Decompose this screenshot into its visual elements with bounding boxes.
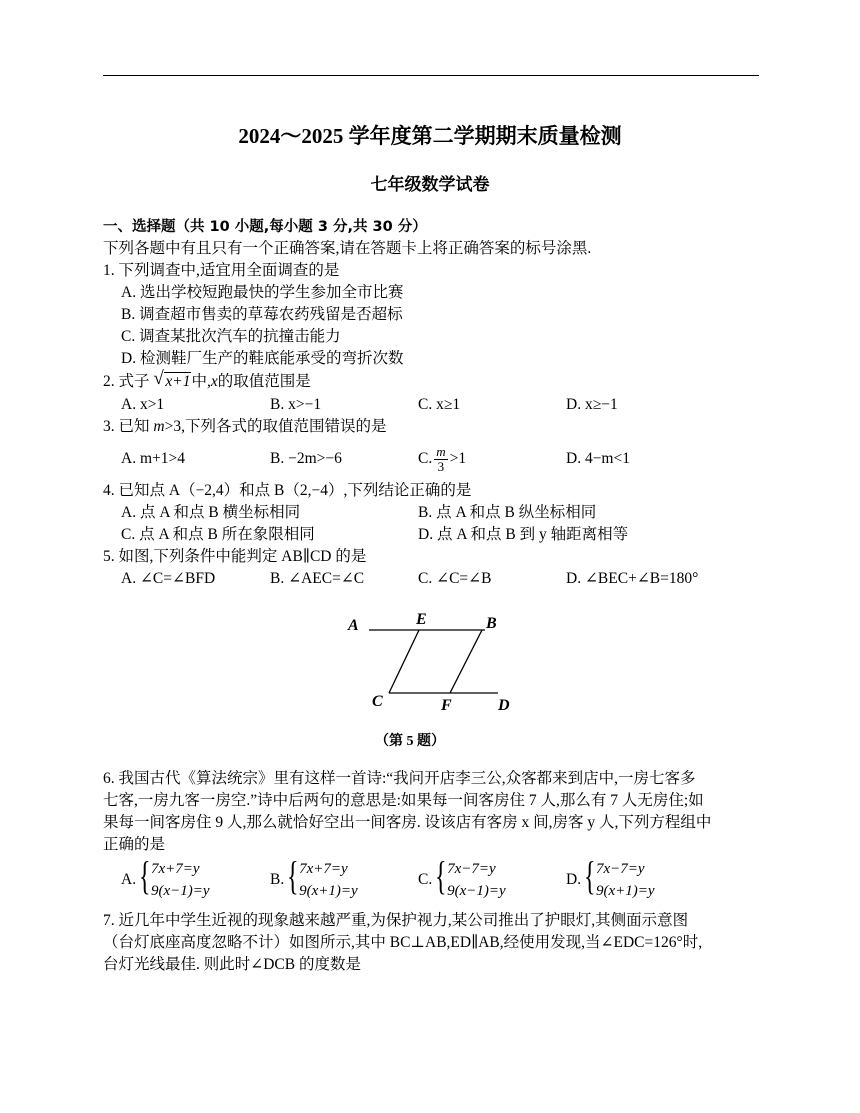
q7-line-1: 7. 近几年中学生近视的现象越来越严重,为保护视力,某公司推出了护眼灯,其侧面示意图 — [103, 912, 689, 929]
top-rule — [103, 75, 759, 76]
q4-option-d: D. 点 A 和点 B 到 y 轴距离相等 — [418, 526, 629, 543]
q6-d-label: D. — [566, 871, 582, 888]
q3-stem-var: m — [153, 418, 165, 435]
q5-option-a: A. ∠C=∠BFD — [121, 570, 216, 587]
fig-label-f: F — [441, 697, 452, 714]
q3-c-label: C. — [418, 450, 433, 467]
q2-prefix: 2. 式子 — [103, 373, 150, 390]
q3-c-rest: >1 — [449, 450, 467, 467]
section-heading: 一、选择题（共 10 小题,每小题 3 分,共 30 分） — [103, 219, 427, 235]
q4-option-b: B. 点 A 和点 B 纵坐标相同 — [418, 504, 597, 521]
q7-line-3: 台灯光线最佳. 则此时∠DCB 的度数是 — [103, 956, 361, 973]
fig-label-b: B — [486, 615, 497, 632]
q6-line-1: 6. 我国古代《算法统宗》里有这样一首诗:“我问开店李三公,众客都来到店中,一房七客多 — [103, 770, 696, 787]
q3-stem-pre: 3. 已知 — [103, 418, 154, 435]
q6-b-eq1: 7x+7=y — [299, 861, 348, 877]
q6-d-eq1: 7x−7=y — [595, 861, 645, 877]
q2-stem — [103, 368, 311, 392]
q1-option-a: A. 选出学校短跑最快的学生参加全市比赛 — [121, 284, 404, 301]
q3-option-d: D. 4−m<1 — [566, 450, 630, 467]
q6-option-c — [418, 853, 506, 902]
q5-stem: 5. 如图,下列条件中能判定 AB∥CD 的是 — [103, 548, 367, 565]
fig-label-e: E — [416, 611, 427, 628]
q6-a-eq1: 7x+7=y — [150, 861, 200, 877]
q6-c-label: C. — [418, 871, 433, 888]
q2-option-c: C. x≥1 — [418, 396, 461, 413]
fig-label-a: A — [348, 617, 359, 634]
q6-c-eq2: 9(x−1)=y — [447, 883, 506, 899]
equation-system: { 7x+7=y 9(x+1)=y — [288, 858, 358, 902]
q6-option-d — [566, 853, 655, 902]
q5-option-d: D. ∠BEC+∠B=180° — [566, 570, 699, 587]
q6-option-a — [121, 853, 210, 902]
segment-ce — [389, 630, 419, 693]
q6-line-2: 七客,一房九客一房空.”诗中后两句的意思是:如果每一间客房住 7 人,那么有 7 人无房住;如 — [103, 792, 704, 809]
section-instruction: 下列各题中有且只有一个正确答案,请在答题卡上将正确答案的标号涂黑. — [103, 240, 592, 257]
q3-option-a: A. m+1>4 — [121, 450, 185, 467]
fig-label-c: C — [372, 693, 383, 710]
q5-option-c: C. ∠C=∠B — [418, 570, 492, 587]
q6-line-4: 正确的是 — [103, 836, 166, 853]
q2-suffix-zh: 中, — [191, 373, 211, 390]
q6-a-eq2: 9(x−1)=y — [150, 883, 210, 899]
q3-option-b: B. −2m>−6 — [270, 450, 342, 467]
q4-stem: 4. 已知点 A（−2,4）和点 B（2,−4）,下列结论正确的是 — [103, 482, 472, 499]
q6-line-3: 果每一间客房住 9 人,那么就恰好空出一间客房. 设该店有客房 x 间,房客 y 人,下列方程组中 — [103, 814, 712, 831]
sqrt-expression: √ x+1 — [153, 368, 191, 390]
q7-line-2: （台灯底座高度忽略不计）如图所示,其中 BC⊥AB,ED∥AB,经使用发现,当∠EDC=126°时, — [103, 934, 703, 951]
q4-option-a: A. 点 A 和点 B 横坐标相同 — [121, 504, 301, 521]
q4-option-c: C. 点 A 和点 B 所在象限相同 — [121, 526, 315, 543]
q2-var: x — [210, 373, 218, 390]
q3-c-den: 3 — [437, 458, 445, 474]
equation-system: { 7x−7=y 9(x−1)=y — [436, 858, 506, 902]
page-title: 2024～2025 学年度第二学期期末质量检测 — [238, 124, 622, 148]
equation-system: { 7x+7=y 9(x−1)=y — [140, 858, 210, 902]
q6-b-label: B. — [270, 871, 285, 888]
q1-option-b: B. 调查超市售卖的草莓农药残留是否超标 — [121, 306, 403, 323]
q2-suffix: 的取值范围是 — [217, 373, 311, 390]
q5-figure — [335, 603, 535, 753]
q6-b-eq2: 9(x+1)=y — [299, 883, 358, 899]
fraction — [434, 445, 447, 474]
fig-label-d: D — [498, 697, 510, 714]
q2-radicand: x+1 — [165, 373, 191, 390]
fig-caption: （第 5 题） — [375, 734, 445, 749]
q3-stem-post: >3,下列各式的取值范围错误的是 — [164, 418, 387, 435]
q6-a-label: A. — [121, 871, 137, 888]
q3-c-num: m — [436, 443, 446, 459]
q3-option-c — [418, 440, 466, 478]
q2-option-d: D. x≥−1 — [566, 396, 618, 413]
q5-option-b: B. ∠AEC=∠C — [270, 570, 365, 587]
q2-option-b: B. x>−1 — [270, 396, 322, 413]
q3-stem — [103, 417, 386, 437]
segment-bf — [450, 630, 482, 693]
equation-system: { 7x−7=y 9(x+1)=y — [585, 858, 655, 902]
q2-option-a: A. x>1 — [121, 396, 165, 413]
q6-d-eq2: 9(x+1)=y — [595, 883, 655, 899]
page-subtitle: 七年级数学试卷 — [370, 175, 490, 194]
q1-option-d: D. 检测鞋厂生产的鞋底能承受的弯折次数 — [121, 350, 404, 367]
q6-c-eq1: 7x−7=y — [447, 861, 496, 877]
q6-option-b — [270, 853, 358, 902]
q1-stem: 1. 下列调查中,适宜用全面调查的是 — [103, 262, 340, 279]
q1-option-c: C. 调查某批次汽车的抗撞击能力 — [121, 328, 341, 345]
